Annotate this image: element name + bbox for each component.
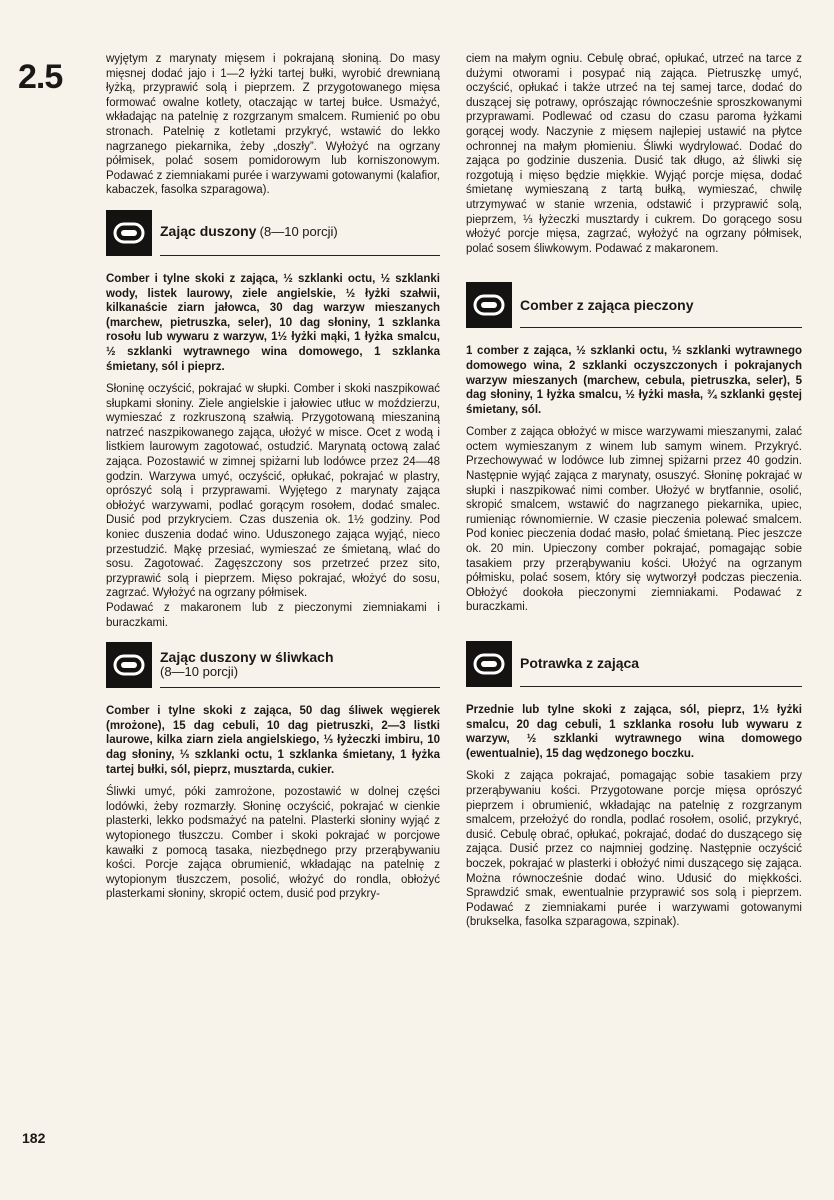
- recipe-title: Potrawka z zająca: [520, 655, 640, 672]
- continuation-paragraph: ciem na małym ogniu. Cebulę obrać, opłukać, utrzeć na tarce z dużymi otworami i posypać nią zająca. Pietruszkę umyć, oczyścić, opłukać i także utrzeć na tej samej tarce, dodać do duszącej się potrawy, oprószając równocześnie sproszkowanymi przyprawami. Podlewać od czasu do czasu paroma łyżkami gorącej wody. Naczynie z mięsem najlepiej ustawić na płytce ochronnej na małym płomieniu. Śliwki wydrylować. Dodać do zająca po godzinie duszenia. Dusić tak długo, aż śliwki się rozgotują i mięso będzie miękkie. Wyjąć porcje mięsa, dodać śmietanę wymieszaną z tartą bułką, wymieszać, chwilę utrzymywać w stanie wrzenia, odstawić i przyprawić solą, pieprzem, ⅓ łyżeczki musztardy i cukrem. Do gorącego sosu włożyć porcje mięsa, zagrzać, wyłożyć na ogrzany półmisek, polać sosem śliwkowym. Podawać z makaronem.: [466, 53, 802, 255]
- ingredients-list: Comber i tylne skoki z zająca, 50 dag śliwek węgierek (mrożone), 15 dag cebuli, 10 dag pietruszki, 2—3 listki laurowe, kilka ziarn ziela angielskiego, ⅓ łyżeczki imbiru, 10 dag słoniny, ⅓ szklanki octu, 1 szklanka śmietany, 1 łyżka tartej bułki, sól, pieprz, musztarda, cukier.: [106, 705, 440, 776]
- recipe-portions: (8—10 porcji): [259, 224, 338, 240]
- recipe-header-potrawka: [466, 641, 802, 687]
- ingredients-list: Comber i tylne skoki z zająca, ½ szklanki octu, ½ szklanki wody, listek laurowy, ziele angielskie, ½ łyżki szałwii, kilkanaście ziarn jałowca, 30 dag warzyw mieszanych (marchew, pietruszka, seler), 10 dag słoniny, 1 szklanka rosołu lub wywaru z warzyw, 1½ łyżki mąki, 1 łyżka smalcu, ½ szklanki wytrawnego wina domowego, 1 szklanka śmietany, sól i pieprz.: [106, 272, 440, 373]
- serving-paragraph: Podawać z makaronem lub z pieczonymi ziemniakami i buraczkami.: [106, 602, 440, 629]
- left-column: [106, 52, 440, 910]
- method-paragraph: Comber z zająca obłożyć w misce warzywami mieszanymi, zalać octem wymieszanym z winem lub samym winem. Przykryć. Przechowywać w lodówce lub zimnej spiżarni przez 40 godzin. Następnie wyjąć zająca z marynaty, osuszyć. Słoninę pokrajać w słupki i naszpikować nimi comber. Ułożyć w brytfannie, osolić, skropić smalcem, wstawić do nagrzanego piekarnika, upiec, rumieniąc równomiernie. W czasie pieczenia polewać smalcem. Pod koniec pieczenia dodać masło, polać śmietaną. Piec jeszcze ok. 20 min. Upieczony comber pokrajać, pomagając sobie tasakiem przy przerąbywaniu kości. Ułożyć na ogrzanym półmisku, polać sosem, który się wytworzył podczas pieczenia. Obłożyć dookoła pieczonymi ziemniakami. Podawać z buraczkami.: [466, 426, 802, 614]
- method-paragraph: Śliwki umyć, póki zamrożone, pozostawić w dolnej części lodówki, żeby rozmarzły. Słoninę oczyścić, pokrajać w cienkie plasterki, lekko podsmażyć na patelni. Plasterki słoniny wyjąć z wytopionego tłuszczu. Comber i skoki pokrajać w porcjowe kawałki z pomocą tasaka, niezbędnego przy przerąbywaniu kości. Porcje zająca obrumienić, wkładając na patelnię z wytopionym tłuszczem, posolić, włożyć do rondla, obłożyć plasterkami słoniny, skropić octem, dusić pod przykry-: [106, 786, 440, 901]
- recipe-portions: (8—10 porcji): [160, 663, 239, 679]
- recipe-header-comber-pieczony: [466, 282, 802, 328]
- section-number: 2.5: [18, 58, 63, 96]
- recipe-header-zajac-duszony: [106, 210, 440, 256]
- recipe-title: Zając duszony w śliwkach: [160, 649, 334, 666]
- pot-icon: [106, 642, 152, 688]
- right-column: [466, 52, 802, 938]
- method-paragraph: Słoninę oczyścić, pokrajać w słupki. Comber i skoki naszpikować słupkami słoniny. Ziele angielskie i jałowiec utłuc w moździerzu, wymieszać z rozkruszoną szałwią. Przygotowaną mieszaniną natrzeć naszpikowanego zająca, ułożyć w misce. Ocet z wodą i listkiem laurowym zagotować, ostudzić. Marynatą octową zalać zająca. Pozostawić w zimnej spiżarni lub lodówce przez 24—48 godzin. Warzywa umyć, oczyścić, opłukać, pokrajać w plastry, oprószyć solą i przyprawami. Wyjętego z marynaty zająca obłożyć warzywami, podlać gorącym rosołem, dodać smalec. Dusić pod przykryciem. Czas duszenia ok. 1½ godziny. Pod koniec duszenia dodać wino. Uduszonego zająca wyjąć, nieco przestudzić. Mąkę przesiać, wymieszać ze śmietaną, wlać do sosu. Zagotować. Zagęszczony sos przetrzeć przez sito, przyprawić solą i pieprzem. Mięso pokrajać, włożyć do sosu, zagrzać. Wyłożyć na ogrzany półmisek.: [106, 383, 440, 600]
- method-paragraph: Skoki z zająca pokrajać, pomagając sobie tasakiem przy przerąbywaniu kości. Przygotowane porcje mięsa oprószyć pieprzem i obrumienić, wkładając na patelnię z rozgrzanym smalcem, przełożyć do rondla, podlać rosołem, osolić, przykryć, dusić. Cebulę obrać, opłukać, pokrajać, dodać do duszącego się zająca. Dusić przez co najmniej godzinę. Następnie oczyścić boczek, pokrajać w plasterki i obłożyć nimi duszącego się zająca. Można równocześnie dodać wino. Udusić do miękkości. Sprawdzić smak, ewentualnie przyprawić sos solą i pieprzem. Podawać z ziemniakami purée i warzywami gotowanymi (brukselka, fasolka szparagowa, szpinak).: [466, 770, 802, 929]
- pot-icon: [466, 282, 512, 328]
- pot-icon: [106, 210, 152, 256]
- recipe-header-zajac-w-sliwkach: [106, 642, 440, 688]
- recipe-title: Zając duszony: [160, 223, 257, 240]
- ingredients-list: 1 comber z zająca, ½ szklanki octu, ½ szklanki wytrawnego domowego wina, 2 szklanki oczyszczonych i pokrajanych warzyw mieszanych (marchew, cebula, pietruszka, seler), 5 dag słoniny, 1 łyżka smalcu, ½ łyżki masła, ¾ szklanki gęstej śmietany, sól.: [466, 345, 802, 416]
- intro-paragraph: wyjętym z marynaty mięsem i pokrajaną słoniną. Do masy mięsnej dodać jajo i 1—2 łyżki tartej bułki, wyrobić drewnianą łyżką, przyprawić solą i pieprzem. Z przygotowanego mięsa formować owalne kotlety, otaczając w tartej bułce. Usmażyć, wkładając na patelnię z rozgrzanym smalcem. Rumienić po obu stronach. Patelnię z kotletami przykryć, wstawić do lekko nagrzanego piekarnika, żeby „doszły”. Wyłożyć na ogrzany półmisek, polać sosem pomidorowym lub korniszonowym. Podawać z ziemniakami purée i warzywami gotowanymi (kalafior, kabaczek, fasolka szparagowa).: [106, 53, 440, 197]
- ingredients-list: Przednie lub tylne skoki z zająca, sól, pieprz, 1½ łyżki smalcu, 20 dag cebuli, 1 szklanka rosołu lub wywaru z warzyw, ½ szklanki wytrawnego wina domowego (ewentualnie), 15 dag wędzonego boczku.: [466, 704, 802, 760]
- pot-icon: [466, 641, 512, 687]
- recipe-title: Comber z zająca pieczony: [520, 296, 694, 313]
- page-number: 182: [22, 1130, 46, 1146]
